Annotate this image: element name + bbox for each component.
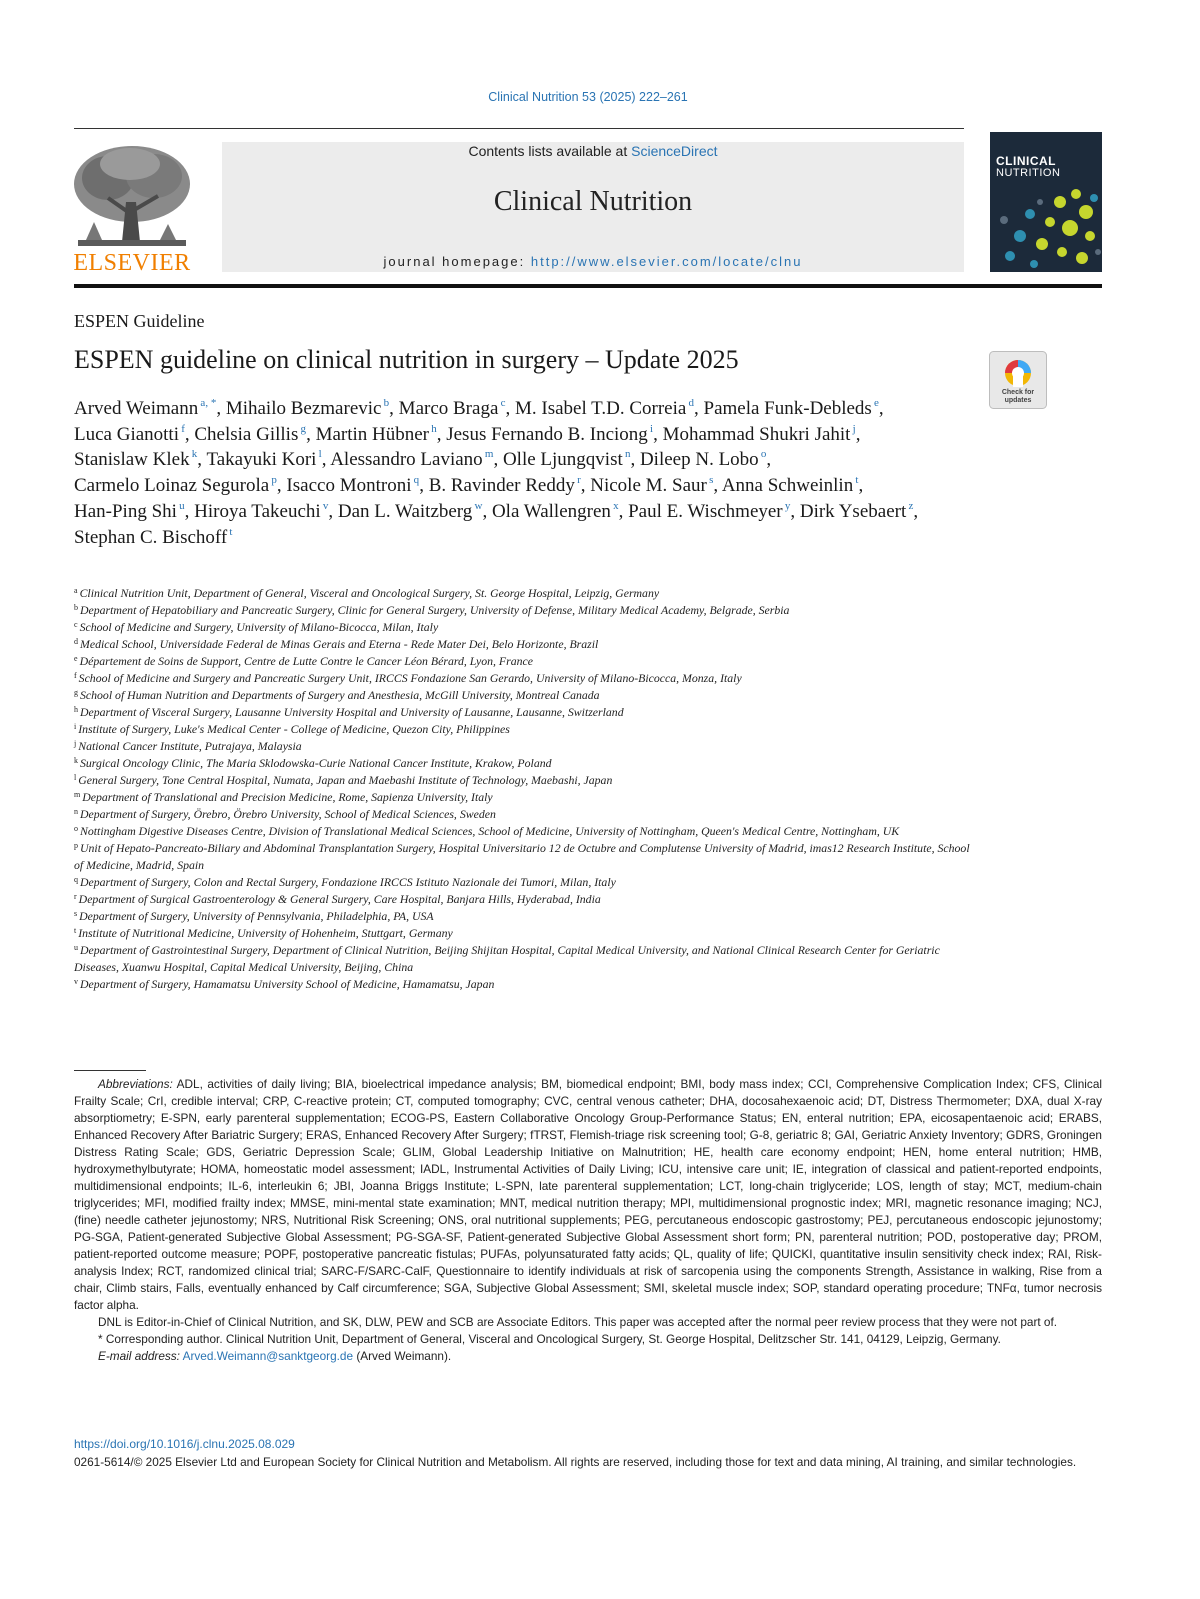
journal-reference[interactable]: Clinical Nutrition 53 (2025) 222–261 [488, 90, 688, 104]
affiliation-key: k [74, 756, 78, 765]
elsevier-wordmark: ELSEVIER [73, 250, 191, 276]
author-entry: Mihailo Bezmarevic $^b$, [225, 397, 394, 419]
abbreviations-label: Abbreviations: [98, 1077, 173, 1091]
affiliation-item [74, 619, 974, 636]
affiliation-text: Department of Surgical Gastroenterology & General Surgery, Care Hospital, Banjara Hills, Hyderabad, India [78, 892, 601, 906]
author-entry: Luca Gianotti $^f$, [74, 422, 190, 445]
affiliation-item [74, 891, 974, 908]
affiliation-text: Department of Hepatobiliary and Pancreatic Surgery, Clinic for General Surgery, University of Defense, Military Medical Academy, Belgrade, Serbia [80, 603, 790, 617]
affiliation-key: h [74, 705, 78, 714]
doi-link[interactable]: https://doi.org/10.1016/j.clnu.2025.08.029 [74, 1437, 295, 1451]
affiliation-item [74, 653, 974, 670]
author-affiliation-marker[interactable]: r [574, 474, 581, 487]
author-name: Paul E. Wischmeyer [628, 500, 783, 522]
abbreviations-footnote [74, 1076, 1102, 1314]
affiliation-key: q [74, 875, 78, 884]
author-entry [74, 527, 233, 548]
author-affiliation-marker[interactable]: y [782, 499, 791, 512]
homepage-prefix: journal homepage: [383, 254, 531, 269]
affiliation-item [74, 772, 974, 789]
affiliation-key: t [74, 926, 77, 935]
affiliation-text: General Surgery, Tone Central Hospital, Numata, Japan and Maebashi Institute of Technology, Maebashi, Japan [78, 773, 613, 787]
affiliation-key: n [74, 807, 78, 816]
author-affiliation-marker[interactable]: a, * [198, 397, 217, 409]
author-name: Mohammad Shukri Jahit [662, 423, 851, 445]
author-entry: Takayuki Kori $^l$, [206, 448, 327, 471]
author-affiliation-marker[interactable]: z [906, 499, 914, 512]
affiliation-item [74, 942, 974, 976]
affiliation-key: d [74, 637, 78, 646]
affiliation-text: Département de Soins de Support, Centre de Lutte Contre le Cancer Léon Bérard, Lyon, France [79, 654, 533, 668]
copyright-notice: 0261-5614/© 2025 Elsevier Ltd and European Society for Clinical Nutrition and Metabolism. All rights are reserved, including those for text and data mining, AI training, and similar technologies. [74, 1455, 1077, 1469]
author-entry: Dan L. Waitzberg $^w$, [337, 499, 488, 522]
author-name: Arved Weimann [74, 398, 199, 419]
affiliation-text: Department of Visceral Surgery, Lausanne University Hospital and University of Lausanne, Lausanne, Switzerland [80, 705, 624, 719]
author-affiliation-marker[interactable]: w [472, 499, 483, 512]
affiliation-item [74, 908, 974, 925]
author-name: Stanislaw Klek [74, 449, 190, 471]
homepage-line [222, 254, 964, 269]
author-name: Martin Hübner [315, 423, 430, 445]
article-title: ESPEN guideline on clinical nutrition in surgery – Update 2025 [74, 345, 739, 374]
author-affiliation-marker[interactable]: d [686, 397, 694, 409]
affiliation-item [74, 721, 974, 738]
author-name: Carmelo Loinaz Segurola [74, 475, 270, 497]
author-name: Marco Braga [398, 398, 499, 419]
affiliation-item [74, 840, 974, 874]
affiliation-key: v [74, 977, 78, 986]
author-entry: Isacco Montroni $^q$, [286, 474, 424, 497]
author-name: Dirk Ysebaert [799, 500, 907, 522]
author-entry: Arved Weimann $^{a, *}$, [74, 397, 222, 419]
author-affiliation-marker[interactable]: i [647, 422, 654, 435]
author-entry: Nicole M. Saur $^s$, [590, 474, 719, 497]
author-name: Stephan C. Bischoff [74, 526, 228, 548]
author-affiliation-marker[interactable]: l [316, 448, 322, 461]
author-entry: Dileep N. Lobo $^o$, [639, 448, 772, 471]
author-entry: Jesus Fernando B. Inciong $^i$, [446, 422, 658, 445]
email-suffix: (Arved Weimann). [353, 1349, 452, 1363]
affiliation-key: l [74, 773, 77, 782]
editor-note: DNL is Editor-in-Chief of Clinical Nutrition, and SK, DLW, PEW and SCB are Associate Editors. This paper was accepted after the normal peer review process that they were not part of. [98, 1315, 1058, 1329]
author-name: Han-Ping Shi [74, 500, 177, 522]
affiliation-item [74, 602, 974, 619]
author-name: Chelsia Gillis [194, 423, 299, 445]
author-name: Mihailo Bezmarevic [225, 398, 382, 419]
author-affiliation-marker[interactable]: b [381, 397, 390, 409]
affiliation-text: Surgical Oncology Clinic, The Maria Sklodowska-Curie National Cancer Institute, Krakow, Poland [80, 756, 552, 770]
email-link[interactable]: Arved.Weimann@sanktgeorg.de [182, 1349, 354, 1363]
author-entry: Mohammad Shukri Jahit $^j$, [662, 422, 861, 445]
author-affiliation-marker[interactable]: n [622, 448, 631, 461]
affiliation-key: s [74, 909, 78, 918]
author-name: Anna Schweinlin [721, 475, 854, 497]
affiliation-key: b [74, 603, 78, 612]
email-label: E-mail address: [98, 1349, 180, 1363]
journal-title: Clinical Nutrition [493, 186, 693, 217]
header-top-rule [74, 128, 964, 129]
affiliation-key: p [74, 841, 78, 850]
affiliation-key: g [74, 688, 78, 697]
affiliation-key: u [74, 943, 78, 952]
author-name: Nicole M. Saur [590, 475, 707, 497]
affiliation-item [74, 704, 974, 721]
author-entry: Anna Schweinlin $^t$, [721, 474, 864, 497]
affiliation-text: School of Medicine and Surgery, University of Milano-Bicocca, Milan, Italy [79, 620, 439, 634]
affiliation-key: r [74, 892, 77, 901]
author-affiliation-marker[interactable]: q [411, 474, 420, 487]
author-entry: Paul E. Wischmeyer $^y$, [628, 499, 796, 522]
author-name: Ola Wallengren [491, 500, 611, 522]
crossmark-label-2: updates [1004, 397, 1032, 404]
author-affiliation-marker[interactable]: t [853, 474, 859, 487]
author-entry: Carmelo Loinaz Segurola $^p$, [74, 474, 282, 497]
footnote-rule [74, 1070, 146, 1071]
contents-prefix: Contents lists available at [468, 143, 632, 159]
affiliation-item [74, 789, 974, 806]
author-affiliation-marker[interactable]: u [176, 499, 185, 512]
affiliation-key: e [74, 654, 78, 663]
affiliation-text: Department of Surgery, Örebro, Örebro University, School of Medical Sciences, Sweden [80, 807, 496, 821]
author-name: Alessandro Laviano [330, 449, 483, 471]
affiliation-key: f [74, 671, 77, 680]
author-affiliation-marker[interactable]: t [227, 525, 233, 538]
author-entry: B. Ravinder Reddy $^r$, [428, 474, 586, 497]
author-affiliation-marker[interactable]: g [298, 422, 307, 435]
cover-title-line-1: CLINICAL [996, 154, 1056, 168]
author-affiliation-marker[interactable]: s [706, 474, 714, 487]
affiliation-text: Department of Translational and Precision Medicine, Rome, Sapienza University, Italy [82, 790, 493, 804]
affiliation-item [74, 874, 974, 891]
affiliation-item [74, 738, 974, 755]
author-name: Hiroya Takeuchi [194, 500, 321, 522]
affiliation-text: Department of Surgery, Colon and Rectal Surgery, Fondazione IRCCS Istituto Nazionale dei Tumori, Milan, Italy [80, 875, 616, 889]
author-entry: Olle Ljungqvist $^n$, [502, 448, 636, 471]
author-entry: Stanislaw Klek $^k$, [74, 448, 203, 471]
affiliation-item [74, 585, 974, 602]
affiliation-text: Department of Surgery, University of Pennsylvania, Philadelphia, PA, USA [79, 909, 434, 923]
affiliation-key: o [74, 824, 78, 833]
author-name: Luca Gianotti [74, 423, 179, 445]
author-list [74, 396, 974, 550]
author-entry: Dirk Ysebaert $^z$, [799, 499, 919, 522]
author-entry: M. Isabel T.D. Correia $^d$, [514, 397, 699, 419]
email-footnote [74, 1348, 1102, 1365]
author-affiliation-marker[interactable]: m [482, 448, 494, 461]
affiliation-text: Clinical Nutrition Unit, Department of General, Visceral and Oncological Surgery, St. George Hospital, Leipzig, Germany [79, 586, 660, 600]
article-type: ESPEN Guideline [74, 311, 205, 331]
affiliation-text: Medical School, Universidade Federal de Minas Gerais and Eterna - Rede Mater Dei, Belo Horizonte, Brazil [80, 637, 599, 651]
affiliation-text: Institute of Nutritional Medicine, University of Hohenheim, Stuttgart, Germany [78, 926, 453, 940]
affiliation-key: c [74, 620, 78, 629]
cover-title-line-2: NUTRITION [996, 167, 1061, 179]
affiliation-text: Unit of Hepato-Pancreato-Biliary and Abdominal Transplantation Surgery, Hospital Universitario 12 de Octubre and Complutense University of Madrid, imas12 Research Institute, School of Medicine, Madrid, Spain [74, 841, 970, 872]
author-entry: Hiroya Takeuchi $^v$, [194, 499, 334, 522]
author-name: Jesus Fernando B. Inciong [446, 423, 648, 445]
affiliation-text: Department of Surgery, Hamamatsu University School of Medicine, Hamamatsu, Japan [80, 977, 495, 991]
affiliation-text: Department of Gastrointestinal Surgery, Department of Clinical Nutrition, Beijing Shijitan Hospital, Capital Medical University, and National Clinical Research Center for Geriatric Diseases, Xuanwu Hospital, Capital Medical University, Beijing, China [74, 943, 940, 974]
author-entry: Martin Hübner $^h$, [315, 422, 442, 445]
affiliation-text: National Cancer Institute, Putrajaya, Malaysia [78, 739, 302, 753]
author-entry: Ola Wallengren $^x$, [491, 499, 624, 522]
author-affiliation-marker[interactable]: c [498, 397, 506, 409]
affiliation-item [74, 925, 974, 942]
author-affiliation-marker[interactable]: h [429, 422, 437, 435]
homepage-link[interactable]: http://www.elsevier.com/locate/clnu [530, 254, 803, 269]
author-name: Isacco Montroni [286, 475, 412, 497]
author-affiliation-marker[interactable]: f [179, 422, 185, 435]
footnotes [74, 1076, 1102, 1365]
affiliation-item [74, 687, 974, 704]
author-affiliation-marker[interactable]: o [758, 448, 767, 461]
author-entry: Alessandro Laviano $^m$, [330, 448, 499, 471]
author-name: Pamela Funk-Debleds [703, 398, 872, 419]
header-thick-rule [74, 284, 1102, 288]
affiliation-text: Nottingham Digestive Diseases Centre, Division of Translational Medical Sciences, School of Medicine, University of Nottingham, Queen's Medical Centre, Nottingham, UK [80, 824, 900, 838]
affiliation-item [74, 636, 974, 653]
affiliation-item [74, 670, 974, 687]
journal-cover[interactable] [990, 132, 1102, 272]
author-affiliation-marker[interactable]: x [610, 499, 619, 512]
author-entry: Marco Braga $^c$, [398, 397, 511, 419]
author-name: Takayuki Kori [206, 449, 317, 471]
affiliation-text: Institute of Surgery, Luke's Medical Center - College of Medicine, Quezon City, Philippines [78, 722, 510, 736]
affiliation-key: j [74, 739, 77, 748]
author-name: Dileep N. Lobo [639, 449, 759, 471]
author-name: Dan L. Waitzberg [337, 500, 473, 522]
journal-cover-image [990, 132, 1102, 272]
crossmark-label-1: Check for [1001, 389, 1035, 396]
author-entry: Han-Ping Shi $^u$, [74, 499, 190, 522]
corresponding-author-note: * Corresponding author. Clinical Nutrition Unit, Department of General, Visceral and Oncological Surgery, St. George Hospital, Delitzscher Str. 141, 04129, Leipzig, Germany. [98, 1332, 1001, 1346]
author-entry: Pamela Funk-Debleds $^e$, [703, 397, 884, 419]
elsevier-logo[interactable] [68, 142, 196, 276]
affiliation-item [74, 823, 974, 840]
contents-line [222, 143, 964, 159]
affiliation-key: i [74, 722, 77, 731]
check-for-updates-badge[interactable] [989, 351, 1047, 409]
author-entry: Chelsia Gillis $^g$, [194, 422, 311, 445]
author-name: M. Isabel T.D. Correia [514, 398, 687, 419]
author-affiliation-marker[interactable]: j [850, 422, 856, 435]
author-name: B. Ravinder Reddy [428, 475, 575, 497]
author-affiliation-marker[interactable]: p [269, 474, 277, 487]
author-affiliation-marker[interactable]: e [871, 397, 879, 409]
affiliation-key: m [74, 790, 81, 799]
affiliation-item [74, 806, 974, 823]
author-affiliation-marker[interactable]: v [320, 499, 329, 512]
affiliation-list [74, 585, 974, 993]
author-name: Olle Ljungqvist [502, 449, 623, 471]
sciencedirect-link[interactable]: ScienceDirect [631, 143, 718, 159]
affiliation-text: School of Human Nutrition and Departments of Surgery and Anesthesia, McGill University, Montreal Canada [80, 688, 600, 702]
affiliation-item [74, 755, 974, 772]
abbreviations-text: ADL, activities of daily living; BIA, bioelectrical impedance analysis; BM, biomedical endpoint; BMI, body mass index; CCI, Comprehensive Complication Index; CFS, Clinical Frailty Scale; CrI, credible interval; CRP, C-reactive protein; CT, computed tomography; CVC, central venous catheter; DHA, docosahexaenoic acid; DT, Distress Thermometer; DXA, dual X-ray absorptiometry; E-SPN, early parenteral supplementation; ECOG-PS, Eastern Collaborative Oncology Group-Performance Status; EN, enteral nutrition; EPA, eicosapentaenoic acid; ERABS, Enhanced Recovery After Bariatric Surgery; ERAS, Enhanced Recovery After Surgery; fTRST, Flemish-triage risk screening tool; G-8, geriatric 8; GAI, Geriatric Anxiety Inventory; GDRS, Groningen Distress Rating Scale; GDS, Geriatric Depression Scale; GLIM, Global Leadership Initiative on Malnutrition; HE, health care economy endpoint; HEN, home enteral nutrition; HMB, hydroxymethylbutyrate; HOMA, homeostatic model assessment; IADL, Instrumental Activities of Daily Living; ICU, intensive care unit; IE, integration of classical and patient-reported endpoints, multidimensional endpoints; IL-6, interleukin 6; JBI, Joanna Briggs Institute; L-SPN, late parenteral supplementation; LCT, long-chain triglyceride; LOS, length of stay; MCT, medium-chain triglycerides; MFI, modified frailty index; MMSE, mini-mental state examination; MNT, medical nutrition therapy; MPI, multidimensional prognostic index; MRI, magnetic resonance imaging; NCJ, (fine) needle catheter jejunostomy; NRS, Nutritional Risk Screening; ONS, oral nutritional supplements; PEG, percutaneous endoscopic gastrostomy; PEJ, percutaneous endoscopic jejunostomy; PG-SGA, Patient-generated Subjective Global Assessment; PG-SGA-SF, Patient-generated Subjective Global Assessment short form; PN, parenteral nutrition; POD, postoperative day; PROM, patient-reported outcome measure; POPF, postoperative pancreatic fistulas; PUFAs, polyunsaturated fatty acids; QL, quality of life; QUICKI, quantitative insulin sensitivity check index; RAI, Risk-analysis Index; RCT, randomized clinical trial; SARC-F/SARC-CalF, Questionnaire to identify individuals at risk of sarcopenia using the components Strength, Assistance in walking, Rise from a chair, Climb stairs, Falls, eventually enhanced by Calf circumference; SGA, Subjective Global Assessment; SMI, skeletal muscle index; SOP, standard operating procedure; TNFα, tumor necrosis factor alpha. [74, 1077, 1102, 1312]
affiliation-key: a [74, 586, 78, 595]
author-affiliation-marker[interactable]: k [189, 448, 198, 461]
affiliation-text: School of Medicine and Surgery and Pancreatic Surgery Unit, IRCCS Fondazione San Gerardo, University of Milano-Bicocca, Monza, Italy [78, 671, 742, 685]
affiliation-item [74, 976, 974, 993]
